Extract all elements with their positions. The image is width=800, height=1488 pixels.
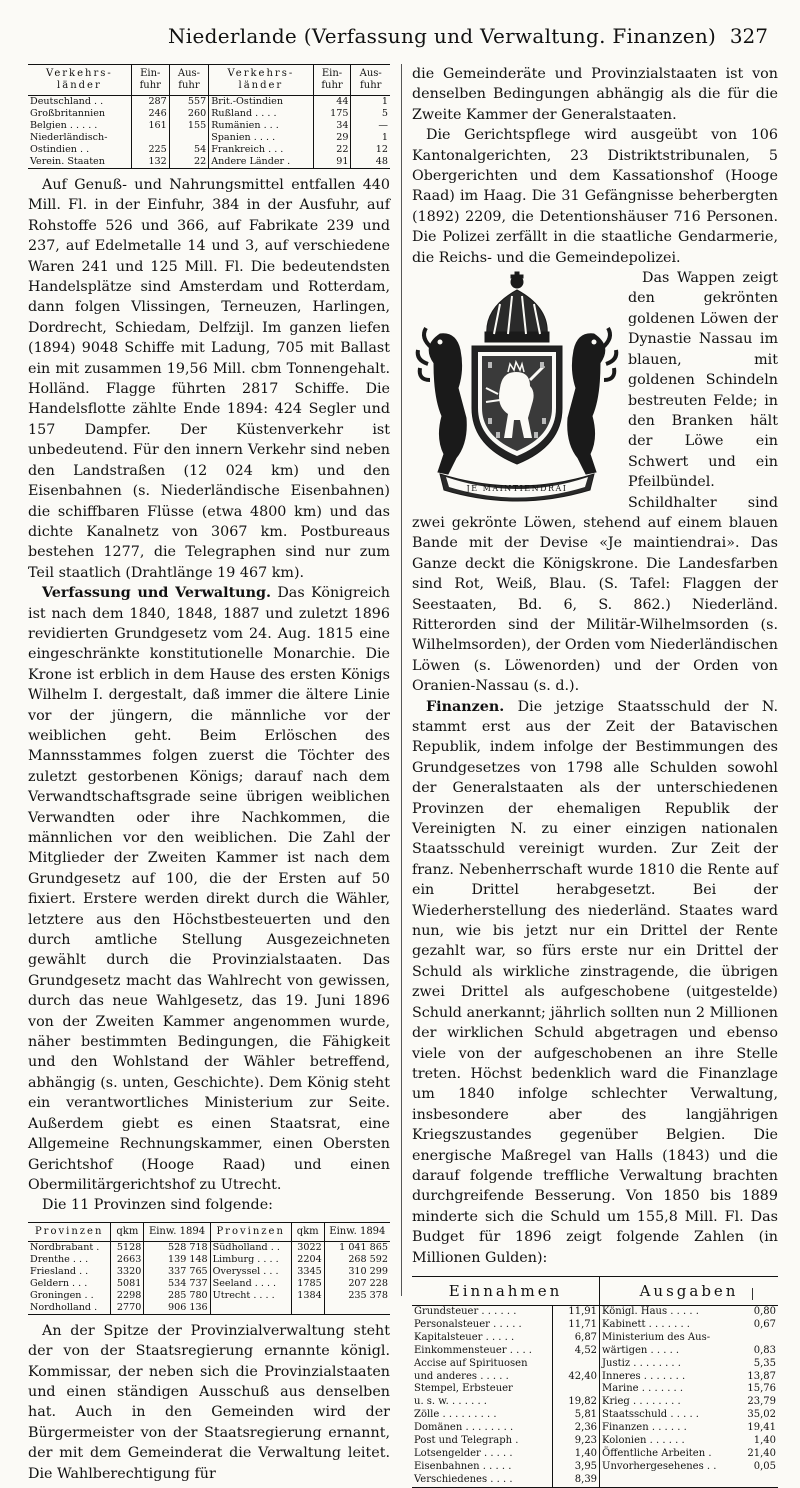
table-cell: 225 (131, 144, 169, 156)
table-cell: Post und Telegraph . (414, 1435, 519, 1447)
table-row (412, 1371, 778, 1384)
table-cell (210, 1302, 291, 1315)
table-cell: 54 (169, 144, 208, 156)
table-row (28, 1290, 390, 1302)
table-cell: Friesland . . (30, 1265, 89, 1277)
paragraph-municipal: die Gemeinderäte und Provinzialstaaten ist von denselben Bedingungen abhängig als die für die Zweite Kammer der Generalstaaten. (412, 66, 778, 123)
table-cell: Rußland . . . . (209, 108, 313, 120)
table-cell: Krieg . . . . . . . . (600, 1396, 736, 1409)
column-divider (401, 64, 402, 1296)
table-cell: 1 041 865 (324, 1241, 390, 1254)
table-cell: 9,23 (553, 1435, 600, 1448)
table-row (412, 1305, 778, 1318)
table-cell: 268 592 (324, 1254, 390, 1266)
table-cell: Overyssel . . . (210, 1266, 291, 1278)
table-cell: Südholland . . (210, 1241, 291, 1254)
table-row (412, 1435, 778, 1448)
table-cell: 5,81 (553, 1409, 600, 1422)
table-cell: 1 (351, 96, 390, 109)
paragraph-trade: Auf Genuß- und Nahrungsmittel entfallen 440 Mill. Fl. in der Einfuhr, 384 in der Ausfuhr, auf Rohstoffe 526 und 366, auf Fabrikate 239 und 237, auf Edelmetalle 14 und 3, auf verschiedene Waren 241 und 125 Mill. Fl. Die bedeutendsten Handelsplätze sind Amsterdam und Rotterdam, dann folgen Vlissingen, Terneuzen, Harlingen, Dordrecht, Schiedam, Delfzijl. Im ganzen liefen (1894) 9048 Schiffe mit Ladung, 705 mit Ballast ein mit zusammen 19,56 Mill. cbm Tonnengehalt. Holländ. Flagge führten 2817 Schiffe. Die Handelsflotte zählte Ende 1894: 424 Segler und 157 Dampfer. Der Küstenverkehr ist unbedeutend. Für den innern Verkehr sind neben den Landstraßen (12 024 km) und den Eisenbahnen (s. Niederländische Eisenbahnen) die schiffbaren Flüsse (etwa 4800 km) und das dichte Kanalnetz von 3067 km. Postbureaus bestehen 1277, die Telegraphen sind nur zum Teil staatlich (Drahtlänge 19 467 km). (28, 177, 390, 581)
table-cell: 161 (131, 120, 169, 132)
table-cell: Brit.-Ostindien (209, 96, 313, 109)
table-cell: Verschiedenes . . . . (414, 1473, 513, 1485)
table-cell: 4,52 (553, 1345, 600, 1358)
table-cell: 285 780 (144, 1290, 210, 1302)
table-cell: u. s. w. . . . . . . (414, 1396, 487, 1408)
table-cell: 1,40 (753, 1435, 776, 1447)
table-cell: 260 (169, 108, 208, 120)
lion-supporter-left-icon (418, 328, 467, 474)
table-cell: 2663 (111, 1254, 144, 1266)
table-cell: 2,36 (553, 1422, 600, 1435)
province-header-pop: Einw. 1894 (144, 1222, 210, 1241)
table-cell: 0,05 (753, 1460, 776, 1472)
paragraph-finances-text: Die jetzige Staatsschuld der N. stammt erst aus der Zeit der Batavischen Republik, indem infolge der Bestimmungen des Grundgesetzes von 1798 alle Schulden sowohl der Generalstaaten als der unterschiedenen Provinzen der ehemaligen Republik der Vereinigten N. zu einer einzigen nationalen Staatsschuld vereinigt wurden. Zur Zeit der franz. Nebenherrschaft wurde 1810 die Rente auf ein Drittel herabgesetzt. Bei der Wiederherstellung des niederländ. Staates ward nun, wie bis jetzt nur ein Drittel der Rente gezahlt war, so fürs erste nur ein Drittel der Schuld als wirkliche zinstragende, die übrigen zwei Drittel als aufgeschobene (uitgestelde) Schuld anerkannt; jährlich sollten nun 2 Millionen der wirklichen Schuld abgetragen und ebenso viele von der aufgeschobenen an ihre Stelle treten. Höchst bedenklich ward die Finanzlage um 1840 infolge schlechter Verwaltung, insbesondere aber des langjährigen Kriegszustandes gegenüber Belgien. Die energische Maßregel van Halls (1843) und die darauf folgende treffliche Verwaltung brachten durchgreifende Besserung. Von 1850 bis 1889 minderte sich die Schuld um 155,8 Mill. Fl. Das Budget für 1896 zeigt folgende Zahlen (in Millionen Gulden): (412, 698, 778, 1266)
table-cell: Groningen . . (30, 1289, 94, 1301)
table-cell: 3022 (291, 1241, 324, 1254)
traffic-table-header-row (28, 65, 390, 96)
table-cell: 5128 (111, 1241, 144, 1254)
table-row (412, 1461, 778, 1474)
table-cell: 11,71 (553, 1319, 600, 1332)
table-cell: 0,80 (753, 1305, 776, 1317)
table-cell: Verein. Staaten (30, 156, 105, 167)
table-row (28, 120, 390, 132)
table-cell: 11,91 (553, 1305, 600, 1318)
table-cell: 5081 (111, 1278, 144, 1290)
table-cell: 19,82 (553, 1396, 600, 1409)
table-cell: 15,76 (747, 1383, 776, 1395)
table-row (28, 1278, 390, 1290)
table-cell: Rumänien . . . (209, 120, 313, 132)
table-cell: Kapitalsteuer . . . . . (414, 1331, 515, 1343)
budget-table-header-row (412, 1276, 778, 1305)
province-header-pop-2: Einw. 1894 (324, 1222, 390, 1241)
table-cell: 35,02 (747, 1409, 776, 1421)
table-cell: 23,79 (747, 1396, 776, 1408)
table-row (412, 1358, 778, 1371)
table-row (28, 1302, 390, 1315)
paragraph-provinces-intro: Die 11 Provinzen sind folgende: (42, 1197, 273, 1214)
table-cell: 155 (169, 120, 208, 132)
province-table-header-row (28, 1222, 390, 1241)
table-cell: Einkommensteuer . . . . (414, 1344, 532, 1356)
coat-motto-text: JE MAINTIENDRAI (466, 484, 568, 494)
table-cell: Ostindien . . (30, 144, 90, 155)
table-cell: 5 (351, 108, 390, 120)
table-cell: Eisenbahnen . . . . . (414, 1460, 512, 1472)
table-cell: Frankreich . . . (209, 144, 313, 156)
table-cell: 21,40 (747, 1447, 776, 1459)
table-cell: 534 737 (144, 1278, 210, 1290)
table-cell: Öffentliche Arbeiten . (600, 1448, 736, 1461)
table-cell: 13,87 (747, 1370, 776, 1382)
table-cell: Limburg . . . . (210, 1254, 291, 1266)
table-cell (600, 1474, 736, 1487)
table-row (412, 1474, 778, 1487)
paragraph-constitution (28, 583, 390, 1195)
table-cell (131, 132, 169, 144)
province-header-area: qkm (111, 1222, 144, 1241)
table-cell: 0,83 (753, 1344, 776, 1356)
table-cell: 5,35 (753, 1357, 776, 1369)
table-cell: Accise auf Spirituosen (414, 1357, 528, 1369)
table-cell: 91 (313, 156, 351, 169)
table-cell: Drenthe . . . (30, 1253, 89, 1265)
traffic-header-import: Ein-fuhr (131, 65, 169, 96)
table-cell: Andere Länder . (209, 156, 313, 169)
table-cell: 337 765 (144, 1266, 210, 1278)
table-cell: 19,41 (747, 1422, 776, 1434)
table-cell: 22 (313, 144, 351, 156)
table-cell: 310 299 (324, 1266, 390, 1278)
table-cell: Staatsschuld . . . . . (600, 1409, 736, 1422)
table-cell: 3345 (291, 1266, 324, 1278)
table-cell: 1,40 (553, 1448, 600, 1461)
table-row (28, 1266, 390, 1278)
table-cell: Inneres . . . . . . . (600, 1371, 736, 1384)
table-row (412, 1345, 778, 1358)
lion-supporter-right-icon (568, 328, 617, 474)
table-cell: 22 (169, 156, 208, 169)
table-cell: 287 (131, 96, 169, 109)
table-row (28, 156, 390, 169)
table-cell: Nordholland . (30, 1301, 98, 1313)
table-cell: 557 (169, 96, 208, 109)
table-cell: 0,67 (753, 1318, 776, 1330)
table-cell (736, 1332, 778, 1345)
table-row (412, 1319, 778, 1332)
province-header-area-2: qkm (291, 1222, 324, 1241)
table-cell: 29 (313, 132, 351, 144)
table-cell: 34 (313, 120, 351, 132)
table-cell: 1384 (291, 1290, 324, 1302)
coat-of-arms (412, 268, 622, 504)
table-cell (291, 1302, 324, 1315)
table-cell: Ministerium des Aus- (600, 1332, 736, 1345)
table-row (28, 144, 390, 156)
province-table (28, 1222, 390, 1315)
table-cell: Seeland . . . . (210, 1278, 291, 1290)
table-cell: Königl. Haus . . . . . (600, 1305, 736, 1318)
table-cell: Spanien . . . . (209, 132, 313, 144)
table-cell: 8,39 (553, 1474, 600, 1487)
table-cell: 246 (131, 108, 169, 120)
table-row (28, 96, 390, 109)
table-row (412, 1448, 778, 1461)
table-row (28, 132, 390, 144)
table-row (28, 1254, 390, 1266)
table-cell: — (351, 120, 390, 132)
section-heading-constitution: Verfassung und Verwaltung. (42, 585, 271, 602)
paragraph-finances (412, 697, 778, 1268)
table-cell: Zölle . . . . . . . . . (414, 1409, 497, 1421)
table-row (412, 1332, 778, 1345)
table-cell: 6,87 (553, 1332, 600, 1345)
table-cell (553, 1383, 600, 1396)
paragraph-provincial-administration: An der Spitze der Provinzialverwaltung steht der von der Staatsregierung ernannte königl. Kommissar, der neben sich die Provinzialstaaten und einen ständigen Ausschuß aus denselben hat. Auch in den Gemeinden wird der Bürgermeister von der Staatsregierung ernannt, der mit dem Gemeinderat die Verwaltung leitet. Die Wahlberechtigung für (28, 1322, 390, 1482)
table-cell: 3320 (111, 1266, 144, 1278)
table-cell: Niederländisch- (30, 132, 108, 143)
table-cell: Lotsengelder . . . . . (414, 1447, 513, 1459)
coat-of-arms-image (412, 268, 622, 504)
paragraph-coat-of-arms: Das Wappen zeigt den gekrönten goldenen Löwen der Dynastie Nassau im blauen, mit goldenen Schindeln bestreuten Felde; in den Branken hält der Löwe ein Schwert und ein Pfeilbündel. Schildhalter sind zwei gekrönte Löwen, stehend auf einem blauen Bande mit der Devise «Je maintiendrai». Das Ganze deckt die Königskrone. Die Landesfarben sind Rot, Weiß, Blau. (S. Tafel: Flaggen der Seestaaten, Bd. 6, S. 862.) Niederländ. Ritterorden sind der Militär-Wilhelmsorden (s. Wilhelmsorden), der Orden vom Niederländischen Löwen (s. Löwenorden) und der Orden von Oranien-Nassau (s. d.). (412, 270, 778, 695)
table-row (412, 1396, 778, 1409)
traffic-table (28, 64, 390, 169)
table-cell: Finanzen . . . . . . (600, 1422, 736, 1435)
table-cell: Belgien . . . . . (30, 120, 98, 131)
traffic-header-countries-2: Verkehrs-länder (209, 65, 313, 96)
budget-table (412, 1276, 778, 1488)
table-row (412, 1422, 778, 1435)
traffic-header-import-2: Ein-fuhr (313, 65, 351, 96)
left-column (28, 64, 390, 1484)
table-cell: 12 (351, 144, 390, 156)
table-cell (553, 1358, 600, 1371)
table-cell: Kabinett . . . . . . . (600, 1319, 736, 1332)
table-row (412, 1409, 778, 1422)
page-title: Niederlande (Verfassung und Verwaltung. Finanzen) (168, 24, 717, 48)
paragraph-judiciary: Die Gerichtspflege wird ausgeübt von 106 Kantonalgerichten, 23 Distriktstribunalen, 5 Obergerichten und dem Kassationshof (Hooge Raad) im Haag. Die 31 Gefängnisse beherbergten (1892) 2209, die Detentionshäuser 716 Personen. Die Polizei zerfällt in die staatliche Gendarmerie, die Reichs- und die Gemeindepolizei. (412, 127, 778, 266)
table-cell: 1 (351, 132, 390, 144)
table-cell: Stempel, Erbsteuer (414, 1383, 513, 1395)
page-number: 327 (729, 24, 768, 48)
table-cell: 1785 (291, 1278, 324, 1290)
table-cell: 207 228 (324, 1278, 390, 1290)
margin-mark (752, 1288, 753, 1300)
traffic-header-export-2: Aus-fuhr (351, 65, 390, 96)
table-cell: 42,40 (553, 1371, 600, 1384)
table-cell: Nordbrabant . (30, 1241, 100, 1253)
traffic-header-countries: Verkehrs-länder (28, 65, 131, 96)
table-cell: Personalsteuer . . . . . (414, 1318, 522, 1330)
table-cell: Marine . . . . . . . (600, 1383, 736, 1396)
table-cell: Grundsteuer . . . . . . (414, 1305, 517, 1317)
table-cell: Domänen . . . . . . . . (414, 1422, 514, 1434)
table-cell (736, 1474, 778, 1487)
table-cell: 2770 (111, 1302, 144, 1315)
table-cell: 2204 (291, 1254, 324, 1266)
table-cell: 175 (313, 108, 351, 120)
table-cell: 2298 (111, 1290, 144, 1302)
table-cell: 139 148 (144, 1254, 210, 1266)
table-cell: 235 378 (324, 1290, 390, 1302)
table-cell: 3,95 (553, 1461, 600, 1474)
table-cell (169, 132, 208, 144)
page-header (0, 0, 800, 58)
province-header-name: Provinzen (28, 1222, 111, 1241)
crown-icon (485, 272, 549, 342)
table-cell: Justiz . . . . . . . . (600, 1358, 736, 1371)
table-cell: Unvorhergesehenes . . (600, 1461, 736, 1474)
right-column (412, 64, 778, 1488)
paragraph-constitution-text: Das Königreich ist nach dem 1840, 1848, 1887 und zuletzt 1896 revidierten Grundgesetz vom 24. Aug. 1815 eine eingeschränkte konstitutionelle Monarchie. Die Krone ist erblich in dem Hause des ersten Königs Wilhelm I. dergestalt, daß immer die ältere Linie vor der jüngern, die männliche vor der weiblichen geht. Beim Erlöschen des Mannsstammes folgen zuerst die Töchter des zuletzt gestorbenen Königs; darauf nach dem Verwandtschaftsgrade seine übrigen weiblichen Verwandten oder ihre Nachkommen, die männlichen vor den weiblichen. Die Zahl der Mitglieder der Zweiten Kammer ist nach dem Grundgesetz auf 100, die der Ersten auf 50 fixiert. Erstere werden direkt durch die Wähler, letztere aus den Höchstbesteuerten und den durch amtliche Stellung Ausgezeichneten gewählt durch die Provinzialstaaten. Das Grundgesetz macht das Wahlrecht von gewissen, durch das neue Wahlgesetz, das 19. Juni 1896 von der Zweiten Kammer angenommen wurde, näher bestimmten Bedingungen, die Fähigkeit und den Wohlstand der Wähler betreffend, abhängig (s. unten, Geschichte). Dem König steht ein verantwortliches Ministerium zur Seite. Außerdem giebt es einen Staatsrat, eine Allgemeine Rechnungskammer, einen Obersten Gerichtshof (Hooge Raad) und einen Obermilitärgerichtshof zu Utrecht. (28, 585, 390, 1193)
table-cell: Utrecht . . . . (210, 1290, 291, 1302)
table-cell: Kolonien . . . . . . (600, 1435, 736, 1448)
table-cell: Großbritannien (30, 108, 106, 119)
table-cell: Geldern . . . (30, 1277, 88, 1289)
table-cell: 132 (131, 156, 169, 169)
province-header-name-2: Provinzen (210, 1222, 291, 1241)
section-heading-finances: Finanzen. (426, 698, 505, 715)
table-cell: wärtigen . . . . . (600, 1345, 736, 1358)
budget-header-revenue: Einnahmen (412, 1276, 600, 1305)
table-row (28, 108, 390, 120)
table-cell: 44 (313, 96, 351, 109)
table-cell: und anderes . . . . . (414, 1370, 509, 1382)
table-cell: 528 718 (144, 1241, 210, 1254)
budget-header-expenditure: Ausgaben (600, 1276, 778, 1305)
table-cell: 48 (351, 156, 390, 169)
table-cell: Deutschland . . (30, 96, 104, 107)
table-cell (324, 1302, 390, 1315)
table-row (28, 1241, 390, 1254)
table-row (412, 1383, 778, 1396)
table-cell: 906 136 (144, 1302, 210, 1315)
traffic-header-export: Aus-fuhr (169, 65, 208, 96)
